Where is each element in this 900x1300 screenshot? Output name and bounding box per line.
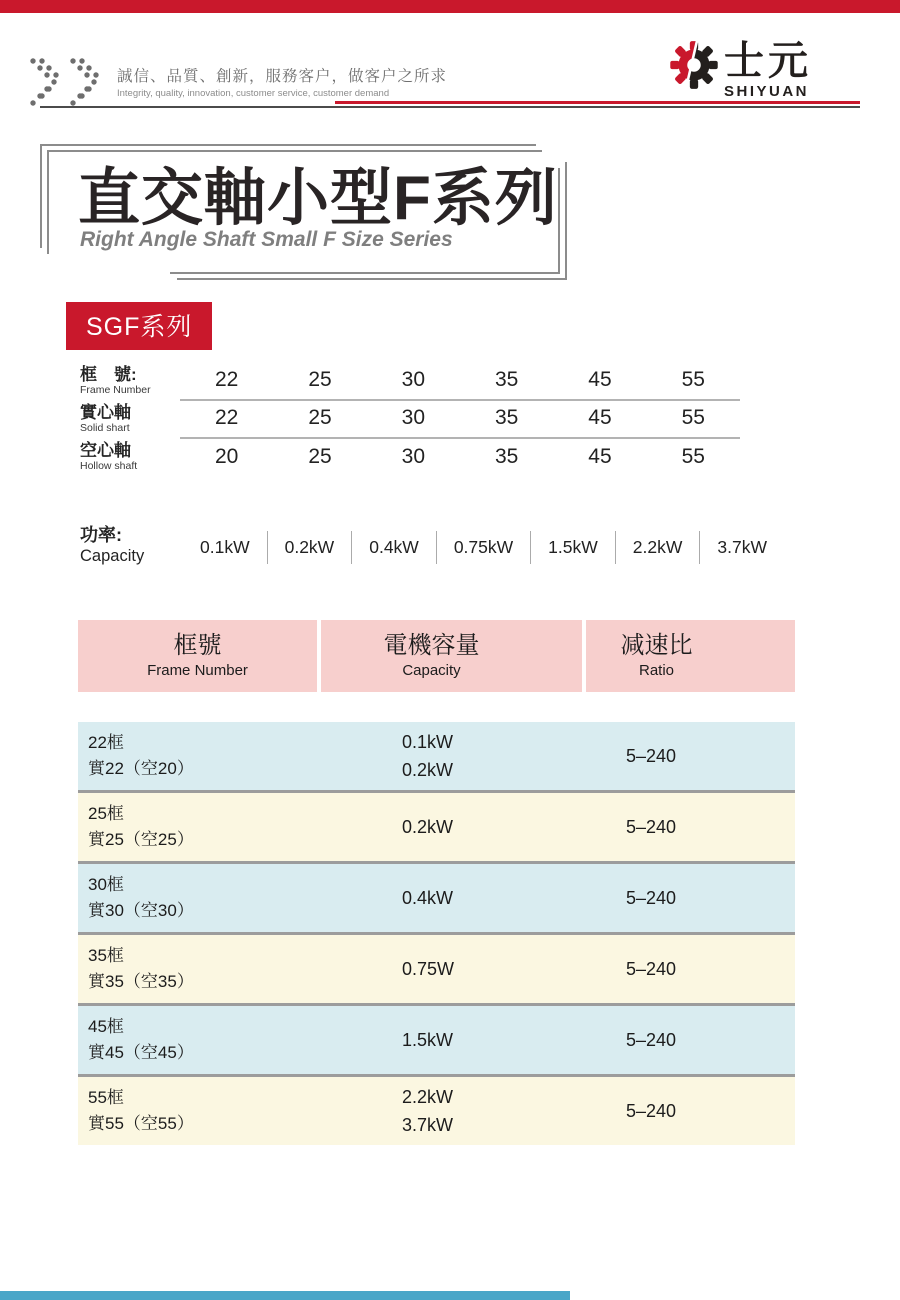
frame-value: 25	[308, 445, 332, 468]
frame-value: 25	[308, 368, 332, 391]
frame-line2: 實55（空55）	[88, 1114, 194, 1133]
row-label-zh: 框 號:	[80, 365, 137, 384]
spec-table-header	[78, 620, 795, 692]
frame-value: 22	[214, 406, 239, 429]
row-label-en: Frame Number	[80, 384, 151, 396]
frame-line2: 實22（空20）	[88, 759, 194, 778]
chevron-dots-icon	[30, 58, 108, 106]
ratio-cell: 5–240	[626, 816, 677, 837]
header-dark-rule	[40, 106, 860, 108]
header-en: Ratio	[638, 662, 675, 679]
header-en: Capacity	[402, 662, 461, 679]
ratio-cell: 5–240	[626, 745, 677, 766]
ratio-cell: 5–240	[626, 1100, 677, 1121]
capacity-value: 2.2kW	[615, 531, 700, 564]
frame-value: 45	[588, 406, 612, 429]
capacity-value: 1.5kW	[402, 1030, 454, 1050]
table-row	[78, 1006, 795, 1077]
table-row	[78, 722, 795, 793]
frame-number-row	[80, 362, 740, 400]
row-label-zh: 空心軸	[80, 441, 131, 460]
capacity-cell	[317, 935, 578, 1003]
row-label-zh: 實心軸	[80, 403, 131, 422]
bottom-accent-bar	[0, 1291, 570, 1300]
frame-value: 55	[681, 445, 705, 468]
capacity-value: 2.2kW	[402, 1087, 454, 1107]
logo-name-zh: 士元	[724, 39, 812, 83]
row-label-en: Hollow shaft	[80, 460, 138, 472]
company-slogan-zh: 誠信、品質、創新，服務客户，做客户之所求	[117, 68, 448, 85]
header-zh: 電機容量	[383, 632, 480, 659]
header-zh: 框號	[173, 632, 222, 659]
gear-logo-icon	[670, 38, 718, 92]
header-frame-number	[78, 620, 317, 692]
spec-table-body	[78, 722, 795, 1145]
header-zh: 减速比	[620, 632, 693, 659]
table-row	[78, 793, 795, 864]
frame-cell	[78, 864, 317, 932]
capacity-cell	[317, 722, 578, 790]
capacity-value: 0.4kW	[351, 531, 436, 564]
company-logo	[670, 38, 812, 100]
frame-value: 55	[681, 368, 705, 391]
frame-value: 20	[214, 445, 239, 468]
capacity-value: 0.75W	[402, 959, 455, 979]
frame-cell	[78, 793, 317, 861]
capacity-cell	[317, 864, 578, 932]
capacity-value: 0.1kW	[200, 536, 250, 557]
header-en: Frame Number	[147, 662, 248, 679]
frame-line1: 55框	[88, 1088, 124, 1107]
header-ratio	[586, 620, 795, 692]
capacity-value: 0.2kW	[402, 817, 454, 837]
page-title: 直交軸小型F系列	[78, 164, 558, 233]
frame-value: 35	[494, 406, 519, 429]
capacity-cell	[317, 1077, 578, 1145]
header-capacity	[321, 620, 582, 692]
frame-line1: 35框	[88, 946, 124, 965]
page-subtitle: Right Angle Shaft Small F Size Series	[80, 228, 453, 251]
spec-table	[78, 620, 795, 1145]
frame-value: 25	[308, 406, 332, 429]
logo-name-en: SHIYUAN	[724, 83, 810, 100]
frame-line1: 45框	[88, 1017, 124, 1036]
frame-cell	[78, 722, 317, 790]
top-accent-bar	[0, 0, 900, 13]
capacity-label	[80, 525, 144, 566]
table-row	[78, 935, 795, 1006]
frame-cell	[78, 1006, 317, 1074]
table-row	[78, 864, 795, 935]
frame-value: 30	[401, 445, 425, 468]
capacity-cell	[317, 793, 578, 861]
frame-value: 45	[588, 445, 612, 468]
capacity-value: 0.75kW	[436, 531, 530, 564]
frame-line1: 25框	[88, 804, 124, 823]
ratio-cell: 5–240	[626, 1029, 677, 1050]
frame-value: 30	[401, 368, 425, 391]
frame-value: 35	[494, 368, 519, 391]
frame-number-table	[80, 362, 740, 476]
capacity-value: 3.7kW	[402, 1115, 454, 1135]
frame-value: 45	[588, 368, 612, 391]
capacity-value: 3.7kW	[699, 531, 784, 564]
series-badge: SGF系列	[66, 302, 212, 350]
table-row	[78, 1077, 795, 1145]
capacity-cell	[317, 1006, 578, 1074]
company-slogan-en: Integrity, quality, innovation, customer service, customer demand	[117, 88, 390, 99]
solid-shaft-row	[80, 400, 740, 438]
frame-value: 22	[214, 368, 239, 391]
frame-value: 35	[494, 445, 519, 468]
ratio-cell: 5–240	[626, 887, 677, 908]
capacity-value: 0.2kW	[402, 760, 454, 780]
hollow-shaft-row	[80, 438, 740, 476]
frame-line2: 實35（空35）	[88, 972, 194, 991]
header-red-rule	[335, 101, 860, 104]
frame-line1: 30框	[88, 875, 124, 894]
frame-cell	[78, 935, 317, 1003]
frame-value: 30	[401, 406, 425, 429]
capacity-value: 0.2kW	[267, 531, 352, 564]
capacity-values	[183, 526, 784, 568]
capacity-label-en: Capacity	[80, 547, 145, 565]
capacity-value: 0.1kW	[402, 732, 454, 752]
frame-cell	[78, 1077, 317, 1145]
ratio-cell: 5–240	[626, 958, 677, 979]
capacity-value: 0.4kW	[402, 888, 454, 908]
capacity-label-zh: 功率:	[80, 525, 122, 545]
frame-line1: 22框	[88, 733, 124, 752]
frame-line2: 實25（空25）	[88, 830, 194, 849]
frame-line2: 實30（空30）	[88, 901, 194, 920]
row-label-en: Solid shart	[80, 422, 130, 434]
frame-value: 55	[681, 406, 705, 429]
frame-line2: 實45（空45）	[88, 1043, 194, 1062]
capacity-value: 1.5kW	[530, 531, 615, 564]
